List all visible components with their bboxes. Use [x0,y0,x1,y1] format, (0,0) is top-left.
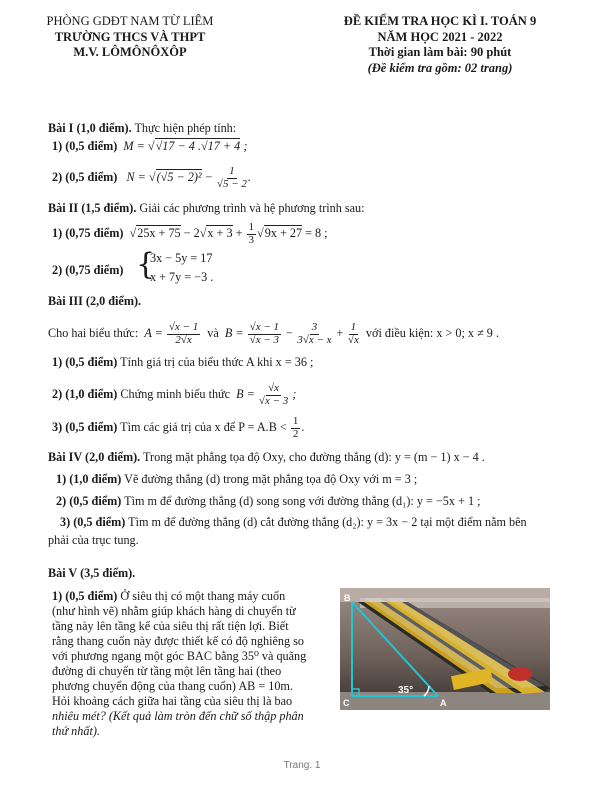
exam-header [290,14,590,77]
school-year: NĂM HỌC 2021 - 2022 [377,29,503,44]
bai4-q2-label: 2) (0,5 điểm) [56,494,122,508]
bai1-q2-label: 2) (0,5 điểm) [52,169,118,184]
bai3-q1-label: 1) (0,5 điểm) [52,355,118,369]
school-name: TRƯỜNG THCS VÀ THPT [54,29,206,44]
bai4-desc: Trong mặt phẳng tọa độ Oxy, cho đường thẳng (d): y = (m − 1) x − 4 . [140,450,485,464]
bai1-heading [48,121,236,136]
dept-name: PHÒNG GDĐT NAM TỪ LIÊM [46,14,214,28]
bai4-q1-label: 1) (1,0 điểm) [56,472,122,486]
bai5-q1-paragraph [52,589,339,739]
bai3-q1-text: Tính giá trị của biểu thức A khi x = 36 ; [117,355,314,369]
bai3-q2-text: Chứng minh biểu thức [117,386,231,401]
bai5-q1-label: 1) (0,5 điểm) [52,589,118,603]
school-name-2: M.V. LÔMÔNÔXÔP [73,45,187,60]
bai5-line-0-text: Ở siêu thị có một thang máy cuốn [117,589,286,603]
exam-title: ĐỀ KIỂM TRA HỌC KÌ I. TOÁN 9 [343,14,537,28]
bai4-q3-label: 3) (0,5 điểm) [60,515,126,529]
bai5-line-2: tầng này lên tầng kế của siêu thị rất tiện lợi. Biết [52,619,289,633]
page-count: (Đề kiểm tra gồm: 02 trang) [367,60,513,75]
duration: Thời gian làm bài: 90 phút [368,45,512,60]
formula-a: A = $\frac{√x - 1}{2√x}$ [141,321,199,346]
bai3-q1 [52,355,313,370]
bai1-q1 [52,139,247,154]
formula-half: $\frac{1}{2}$ . [292,415,305,440]
bai3-q3-label: 3) (0,5 điểm) [52,419,118,434]
bai5-line-4: với phương ngang một góc BAC bằng 35⁰ và quãng [52,649,307,663]
system-eq-2: x + 7y = −3 . [150,270,214,284]
bai5-title: Bài V (3,5 điểm). [48,566,136,580]
bai2-q2 [52,263,123,278]
bai5-line-6: phương chuyển động của thang cuốn) AB = 10m. [52,679,293,693]
bai5-line-1: (như hình vẽ) nhằm giúp khách hàng di chuyển từ [52,604,296,618]
bai4-heading [48,450,485,465]
bai3-cond: với điều kiện: x > 0; x ≠ 9 . [365,325,499,340]
bai3-q3-text: Tìm các giá trị của x để P = A.B < [117,419,287,434]
bai4-q3 [60,515,527,530]
bai3-intro [48,322,499,346]
bai4-title: Bài IV (2,0 điểm). [48,450,141,464]
bai2-title: Bài II (1,5 điểm). [48,201,137,215]
bai4-q3-cont: phải của trục tung. [48,533,139,547]
bai4-q2-text: Tìm m để đường thẳng (d) song song với đường thẳng (d₁): y = −5x + 1 ; [121,494,481,508]
escalator-figure [340,588,550,710]
bai2-heading [48,201,365,216]
system-eq-1: 3x − 5y = 17 [150,251,213,265]
bai4-q1-text: Vẽ đường thẳng (d) trong mặt phẳng tọa độ Oxy với m = 3 ; [121,472,418,486]
bai3-intro-text: Cho hai biểu thức: [48,325,139,340]
bai1-desc: Thực hiện phép tính: [131,121,237,135]
bai2-q2-label: 2) (0,75 điểm) [52,263,124,277]
bai3-q2 [52,383,296,407]
formula-eq: √25x + 75 − 2√x + 3 + $\frac{1}{3}$ √9x + 27 = 8 ; [126,221,328,246]
label-a: A [440,698,447,708]
bai5-line-5: đường di chuyển từ tầng một lên tầng hai (theo [52,664,282,678]
page-footer: Trang. 1 [283,760,321,771]
bai5-line-7: Hỏi khoảng cách giữa hai tầng của siêu thị là bao [52,694,293,708]
bai2-q1-label: 1) (0,75 điểm) [52,225,124,240]
bai4-q3-text: Tìm m để đường thẳng (d) cắt đường thẳng (d₂): y = 3x − 2 tại một điểm nằm bên [125,515,527,529]
bai5-line-0 [52,589,339,604]
bai4-q1 [56,472,417,487]
system-eq-2-text: x + 7y = −3 [150,270,208,284]
formula-m: M = √√17 − 4 .√17 + 4 ; [120,139,248,153]
formula-b2: B = $\frac{√x}{√x - 3}$ ; [233,382,297,407]
bai3-and: và [207,325,219,340]
formula-b: B = $\frac{√x - 1}{√x - 3}$ − $\frac{3}{3√x - x}$ + $\frac{1}{√x}$ [224,321,359,346]
bai2-q1 [52,222,328,246]
label-c: C [343,698,350,708]
bai5-line-3: rằng thang cuốn này được thiết kế có độ nghiêng so [52,634,304,648]
bai4-q2 [56,494,480,509]
bai1-q1-label: 1) (0,5 điểm) [52,139,118,153]
school-header [20,14,240,61]
bai3-title: Bài III (2,0 điểm). [48,294,142,308]
bai3-q2-label: 2) (1,0 điểm) [52,386,118,401]
formula-n: N = √(√5 − 2)² − $\frac{1}{√5 - 2}$ . [120,165,251,190]
bai1-title: Bài I (1,0 điểm). [48,121,132,135]
escalator-illustration [340,588,550,710]
system-brace: { [136,247,156,282]
bai2-desc: Giải các phương trình và hệ phương trình sau: [136,201,365,215]
bai1-q2 [52,166,251,190]
bai3-q3 [52,416,304,440]
label-angle: 35° [398,685,414,696]
label-b: B [344,593,351,603]
bai5-line-8: nhiêu mét? (Kết quả làm tròn đến chữ số thập phân [52,709,304,723]
bai5-line-9: thứ nhất). [52,724,100,738]
